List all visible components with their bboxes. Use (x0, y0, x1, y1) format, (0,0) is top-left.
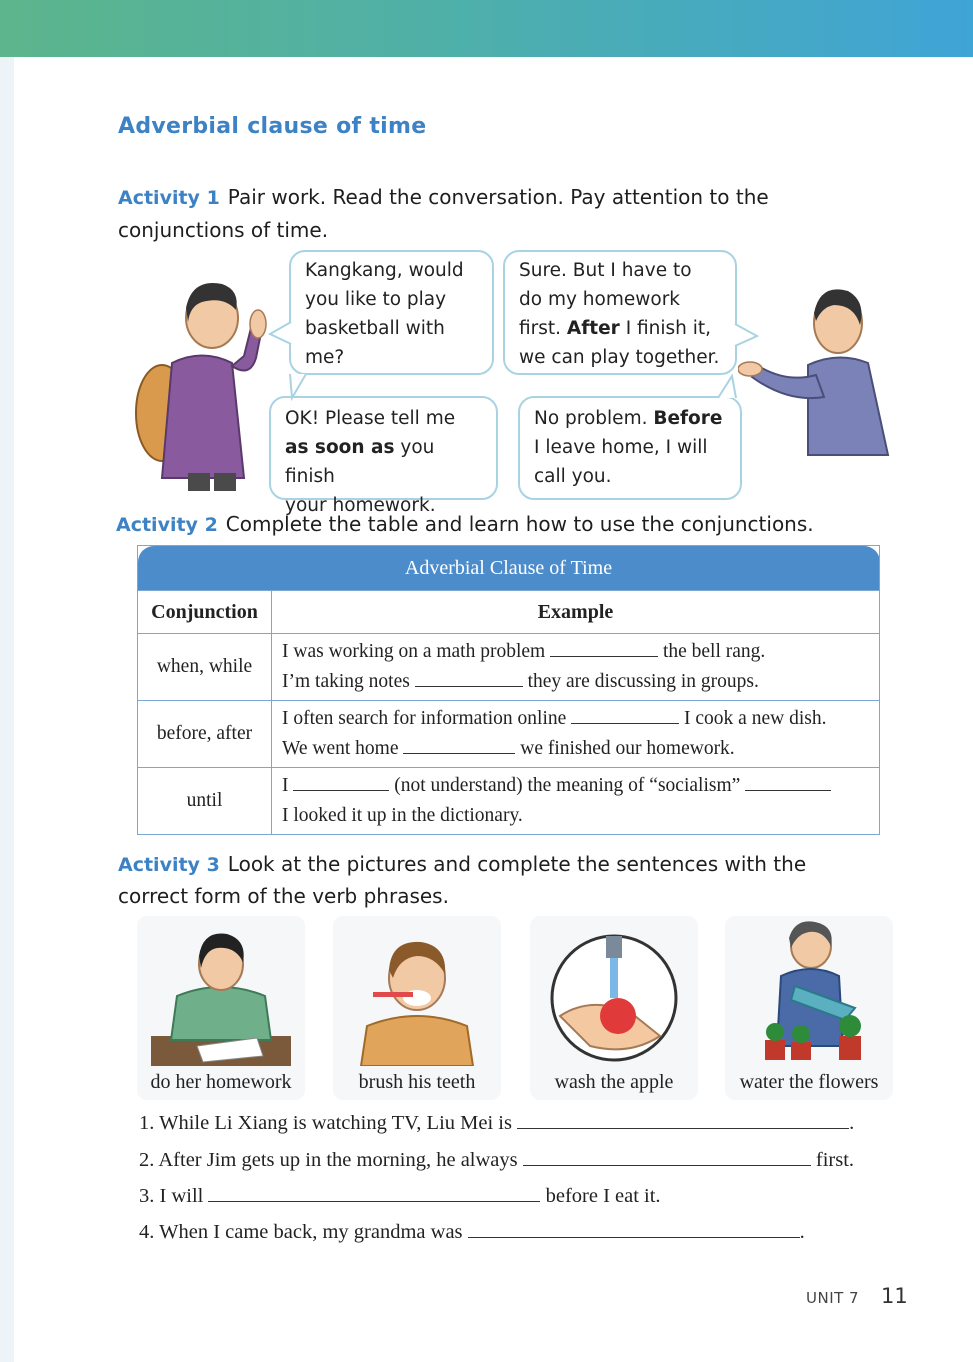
fill-blank[interactable] (403, 736, 515, 754)
conjunction-cell: before, after (138, 701, 272, 768)
speech-bubble-reply (503, 250, 737, 375)
conjunction-cell: until (138, 768, 272, 835)
grandma-watering-flowers-illustration (725, 916, 893, 1066)
activity-3-tag: Activity 3 (118, 854, 220, 876)
example-cell: I often search for information online I cook a new dish. We went home we finished our homework. (272, 701, 880, 768)
picture-caption: water the flowers (739, 1071, 879, 1093)
activity-3-heading (118, 848, 806, 882)
table-row (138, 701, 880, 768)
fill-blank[interactable] (745, 773, 831, 791)
activity-2-tag: Activity 2 (116, 514, 218, 536)
fill-blank[interactable] (517, 1111, 849, 1129)
bubble-line: OK! Please tell me (285, 408, 456, 429)
conjunction-table (137, 545, 880, 835)
bubble-tail (733, 320, 761, 350)
picture-card-apple (530, 916, 698, 1100)
exercise-sentence-2: 2. After Jim gets up in the morning, he always first. (139, 1149, 855, 1171)
speech-bubble-ok (269, 396, 498, 516)
column-header-example: Example (272, 591, 880, 634)
activity-3-heading-cont (118, 880, 449, 913)
bubble-tail (716, 374, 740, 402)
bubble-line: your homework. (285, 495, 436, 516)
exercise-sentence-1: 1. While Li Xiang is watching TV, Liu Mei is . (139, 1112, 855, 1134)
bubble-line: as soon as you finish (285, 437, 435, 487)
fill-blank[interactable] (208, 1184, 540, 1202)
picture-caption: do her homework (150, 1071, 292, 1093)
girl-doing-homework-illustration (137, 916, 305, 1066)
bubble-line: do my homework (519, 289, 681, 310)
bubble-line: we can play together. (519, 347, 720, 368)
footer-unit-label: UNIT 7 (806, 1289, 860, 1307)
page-number: 11 (881, 1284, 908, 1308)
activity-1-tag: Activity 1 (118, 187, 220, 209)
table-row (138, 768, 880, 835)
activity-3-instruction-line1: Look at the pictures and complete the sentences with the (227, 852, 807, 876)
boy-pointing-illustration (738, 285, 898, 460)
example-cell: I (not understand) the meaning of “socialism” I looked it up in the dictionary. (272, 768, 880, 835)
fill-blank[interactable] (415, 669, 523, 687)
picture-card-flowers (725, 916, 893, 1100)
section-title: Adverbial clause of time (118, 114, 427, 139)
bubble-line: I leave home, I will (534, 437, 708, 458)
bubble-line: Sure. But I have to (519, 260, 692, 281)
bubble-line: me? (305, 347, 345, 368)
speech-bubble-no-problem (518, 396, 742, 500)
bubble-line: call you. (534, 466, 612, 487)
bubble-line: basketball with (305, 318, 445, 339)
boy-with-backpack-illustration (132, 278, 272, 493)
fill-blank[interactable] (468, 1220, 800, 1238)
fill-blank[interactable] (523, 1148, 811, 1166)
table-title: Adverbial Clause of Time (138, 546, 880, 591)
conjunction-cell: when, while (138, 634, 272, 701)
picture-card-teeth (333, 916, 501, 1100)
activity-1-heading-cont (118, 214, 328, 247)
activity-1-heading (118, 181, 769, 215)
bubble-line: first. After I finish it, (519, 318, 712, 339)
bubble-line: Kangkang, would (305, 260, 464, 281)
fill-blank[interactable] (293, 773, 389, 791)
page-edge (0, 57, 14, 1362)
bubble-tail (286, 372, 310, 402)
boy-brushing-teeth-illustration (333, 916, 501, 1066)
activity-2-instruction: Complete the table and learn how to use the conjunctions. (225, 512, 814, 536)
bubble-line: No problem. Before (534, 408, 723, 429)
activity-1-instruction-line1: Pair work. Read the conversation. Pay attention to the (227, 185, 769, 209)
activity-3-instruction-line2: correct form of the verb phrases. (118, 884, 449, 908)
exercise-sentence-3: 3. I will before I eat it. (139, 1185, 661, 1207)
example-cell: I was working on a math problem the bell rang. I’m taking notes they are discussing in groups. (272, 634, 880, 701)
header-band (0, 0, 973, 57)
picture-caption: wash the apple (554, 1071, 674, 1093)
bubble-tail (266, 318, 296, 348)
picture-caption: brush his teeth (358, 1071, 476, 1093)
fill-blank[interactable] (571, 706, 679, 724)
washing-apple-illustration (530, 916, 698, 1066)
picture-card-homework (137, 916, 305, 1100)
speech-bubble-kangkang (289, 250, 494, 375)
fill-blank[interactable] (550, 639, 658, 657)
column-header-conjunction: Conjunction (138, 591, 272, 634)
table-row (138, 634, 880, 701)
activity-2-heading (116, 508, 814, 542)
activity-1-instruction-line2: conjunctions of time. (118, 218, 329, 242)
bubble-line: you like to play (305, 289, 447, 310)
exercise-sentence-4: 4. When I came back, my grandma was . (139, 1221, 805, 1243)
